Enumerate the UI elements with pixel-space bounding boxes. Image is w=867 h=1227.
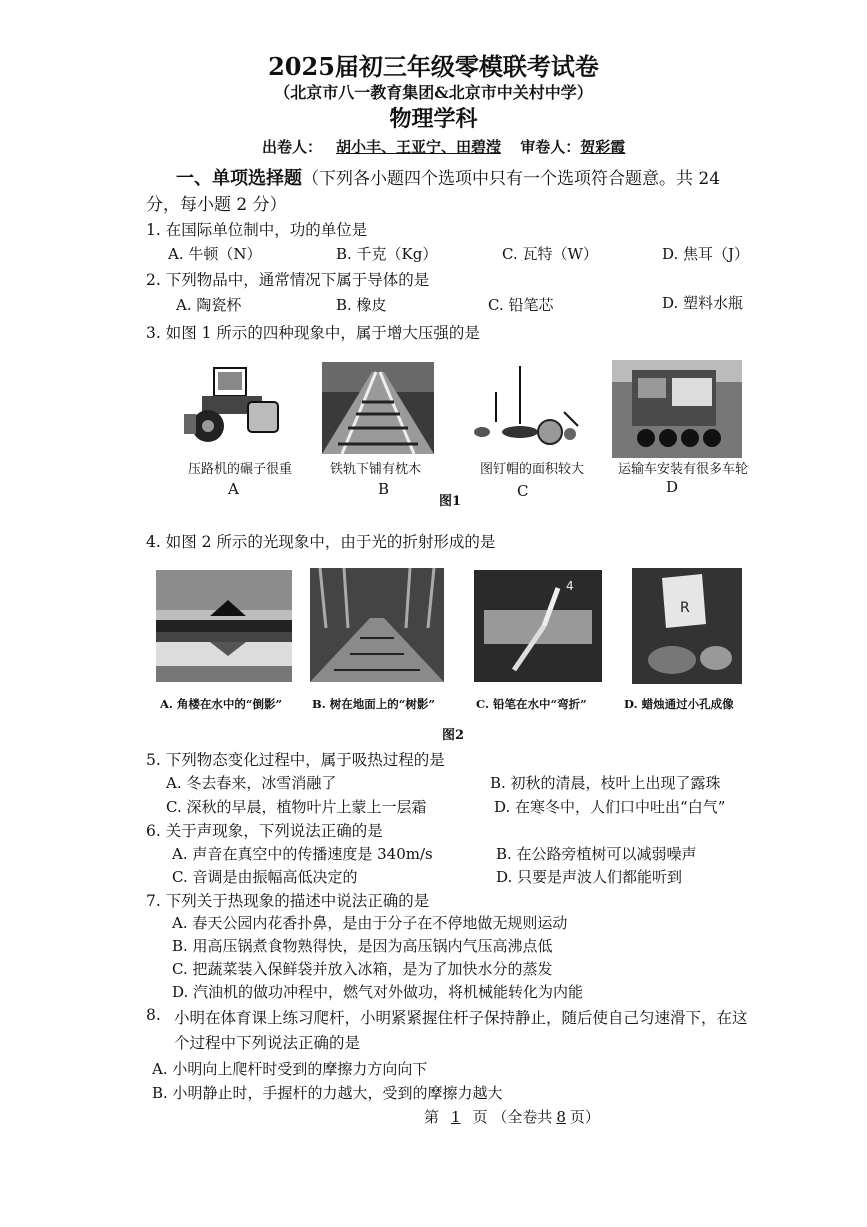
- reviewer-name: 贺彩霞: [580, 138, 626, 156]
- q2-option-c: C. 铅笔芯: [488, 296, 554, 314]
- q5-option-a: A. 冬去春来，冰雪消融了: [166, 774, 337, 792]
- q6-option-b: B. 在公路旁植树可以减弱噪声: [496, 845, 697, 863]
- author-names: 胡小丰、王亚宁、田碧滢: [336, 138, 502, 156]
- q6-stem: 6. 关于声现象，下列说法正确的是: [146, 822, 383, 840]
- q2-stem: 2. 下列物品中，通常情况下属于导体的是: [146, 271, 430, 289]
- q1-option-b: B. 千克（Kg）: [336, 245, 438, 263]
- fig1-letter-c: C: [517, 482, 529, 500]
- svg-text:R: R: [680, 600, 690, 616]
- q6-option-a: A. 声音在真空中的传播速度是 340m/s: [172, 845, 433, 863]
- exam-subject: 物理学科: [389, 106, 478, 132]
- q7-stem: 7. 下列关于热现象的描述中说法正确的是: [146, 892, 430, 910]
- q1-option-a: A. 牛顿（N）: [168, 245, 262, 263]
- fig2-caption-b: B. 树在地面上的“树影”: [312, 697, 435, 711]
- q7-option-a: A. 春天公园内花香扑鼻，是由于分子在不停地做无规则运动: [172, 914, 568, 932]
- q3-stem: 3. 如图 1 所示的四种现象中，属于增大压强的是: [146, 324, 480, 342]
- bent-pencil-image: [474, 570, 602, 682]
- figure-1-label: 图1: [439, 494, 462, 509]
- q7-option-d: D. 汽油机的做功冲程中，燃气对外做功，将机械能转化为内能: [172, 983, 584, 1001]
- page-footer: [424, 1106, 600, 1127]
- q7-option-c: C. 把蔬菜装入保鲜袋并放入冰箱，是为了加快水分的蒸发: [172, 960, 553, 978]
- exam-title: 2025届初三年级零模联考试卷: [268, 52, 599, 81]
- section-desc-2: 分，每小题 2 分）: [146, 195, 287, 215]
- section-desc-1: （下列各小题四个选项中只有一个选项符合题意。共 24: [302, 169, 721, 189]
- q1-stem: 1. 在国际单位制中，功的单位是: [146, 221, 368, 239]
- figure-2-label: 图2: [442, 728, 465, 743]
- fig1-letter-b: B: [378, 480, 390, 498]
- pinhole-image: [632, 568, 742, 684]
- q8-stem-line2: 个过程中下列说法正确的是: [174, 1034, 361, 1052]
- q2-option-a: A. 陶瓷杯: [176, 296, 242, 314]
- thumbtack-image: [466, 362, 586, 454]
- railway-image: [322, 362, 434, 454]
- fig1-letter-d: D: [666, 478, 679, 496]
- author-label: 出卷人：: [262, 138, 323, 156]
- q8-number: 8.: [146, 1006, 161, 1024]
- q4-stem: 4. 如图 2 所示的光现象中，由于光的折射形成的是: [146, 533, 496, 551]
- q1-option-c: C. 瓦特（W）: [502, 245, 598, 263]
- author-line: [262, 136, 625, 157]
- fig1-caption-b: 铁轨下铺有枕木: [330, 462, 422, 477]
- q8-option-b: B. 小明静止时，手握杆的力越大，受到的摩擦力越大: [152, 1084, 503, 1102]
- page-number: 1: [451, 1108, 461, 1126]
- fig1-letter-a: A: [228, 480, 239, 498]
- q5-option-d: D. 在寒冬中，人们口中吐出“白气”: [494, 798, 726, 816]
- tower-reflection-image: [156, 570, 292, 682]
- fig2-caption-a: A. 角楼在水中的“倒影”: [160, 697, 283, 711]
- exam-subtitle: （北京市八一教育集团&北京市中关村中学）: [274, 83, 593, 102]
- truck-image: [612, 360, 742, 458]
- q8-stem-line1: 小明在体育课上练习爬杆，小明紧紧握住杆子保持静止，随后使自己匀速滑下，在这: [174, 1009, 748, 1027]
- q5-stem: 5. 下列物态变化过程中，属于吸热过程的是: [146, 751, 445, 769]
- q2-option-b: B. 橡皮: [336, 296, 387, 314]
- tree-shadow-image: [310, 568, 444, 682]
- footer-prefix: 第: [424, 1108, 440, 1126]
- section-title: 一、单项选择题: [176, 168, 302, 189]
- fig1-caption-a: 压路机的碾子很重: [188, 462, 293, 477]
- section-heading: [176, 164, 720, 190]
- footer-mid: 页 （全卷共: [472, 1108, 553, 1126]
- q5-option-b: B. 初秋的清晨，枝叶上出现了露珠: [490, 774, 721, 792]
- total-pages: 8: [556, 1108, 566, 1126]
- q7-option-b: B. 用高压锅煮食物熟得快，是因为高压锅内气压高沸点低: [172, 937, 553, 955]
- svg-text:4: 4: [566, 579, 574, 593]
- fig1-caption-d: 运输车安装有很多车轮: [618, 462, 749, 477]
- q5-option-c: C. 深秋的早晨，植物叶片上蒙上一层霜: [166, 798, 427, 816]
- road-roller-image: [178, 362, 286, 452]
- fig2-caption-d: D. 蜡烛通过小孔成像: [624, 697, 734, 711]
- fig2-caption-c: C. 铅笔在水中“弯折”: [476, 697, 587, 711]
- q2-option-d: D. 塑料水瓶: [662, 294, 744, 312]
- q1-option-d: D. 焦耳（J）: [662, 245, 750, 263]
- q6-option-d: D. 只要是声波人们都能听到: [496, 868, 683, 886]
- fig1-caption-c: 图钉帽的面积较大: [480, 462, 585, 477]
- q8-option-a: A. 小明向上爬杆时受到的摩擦力方向向下: [152, 1060, 428, 1078]
- footer-suffix: 页）: [569, 1108, 600, 1126]
- reviewer-label: 审卷人：: [520, 138, 581, 156]
- q6-option-c: C. 音调是由振幅高低决定的: [172, 868, 358, 886]
